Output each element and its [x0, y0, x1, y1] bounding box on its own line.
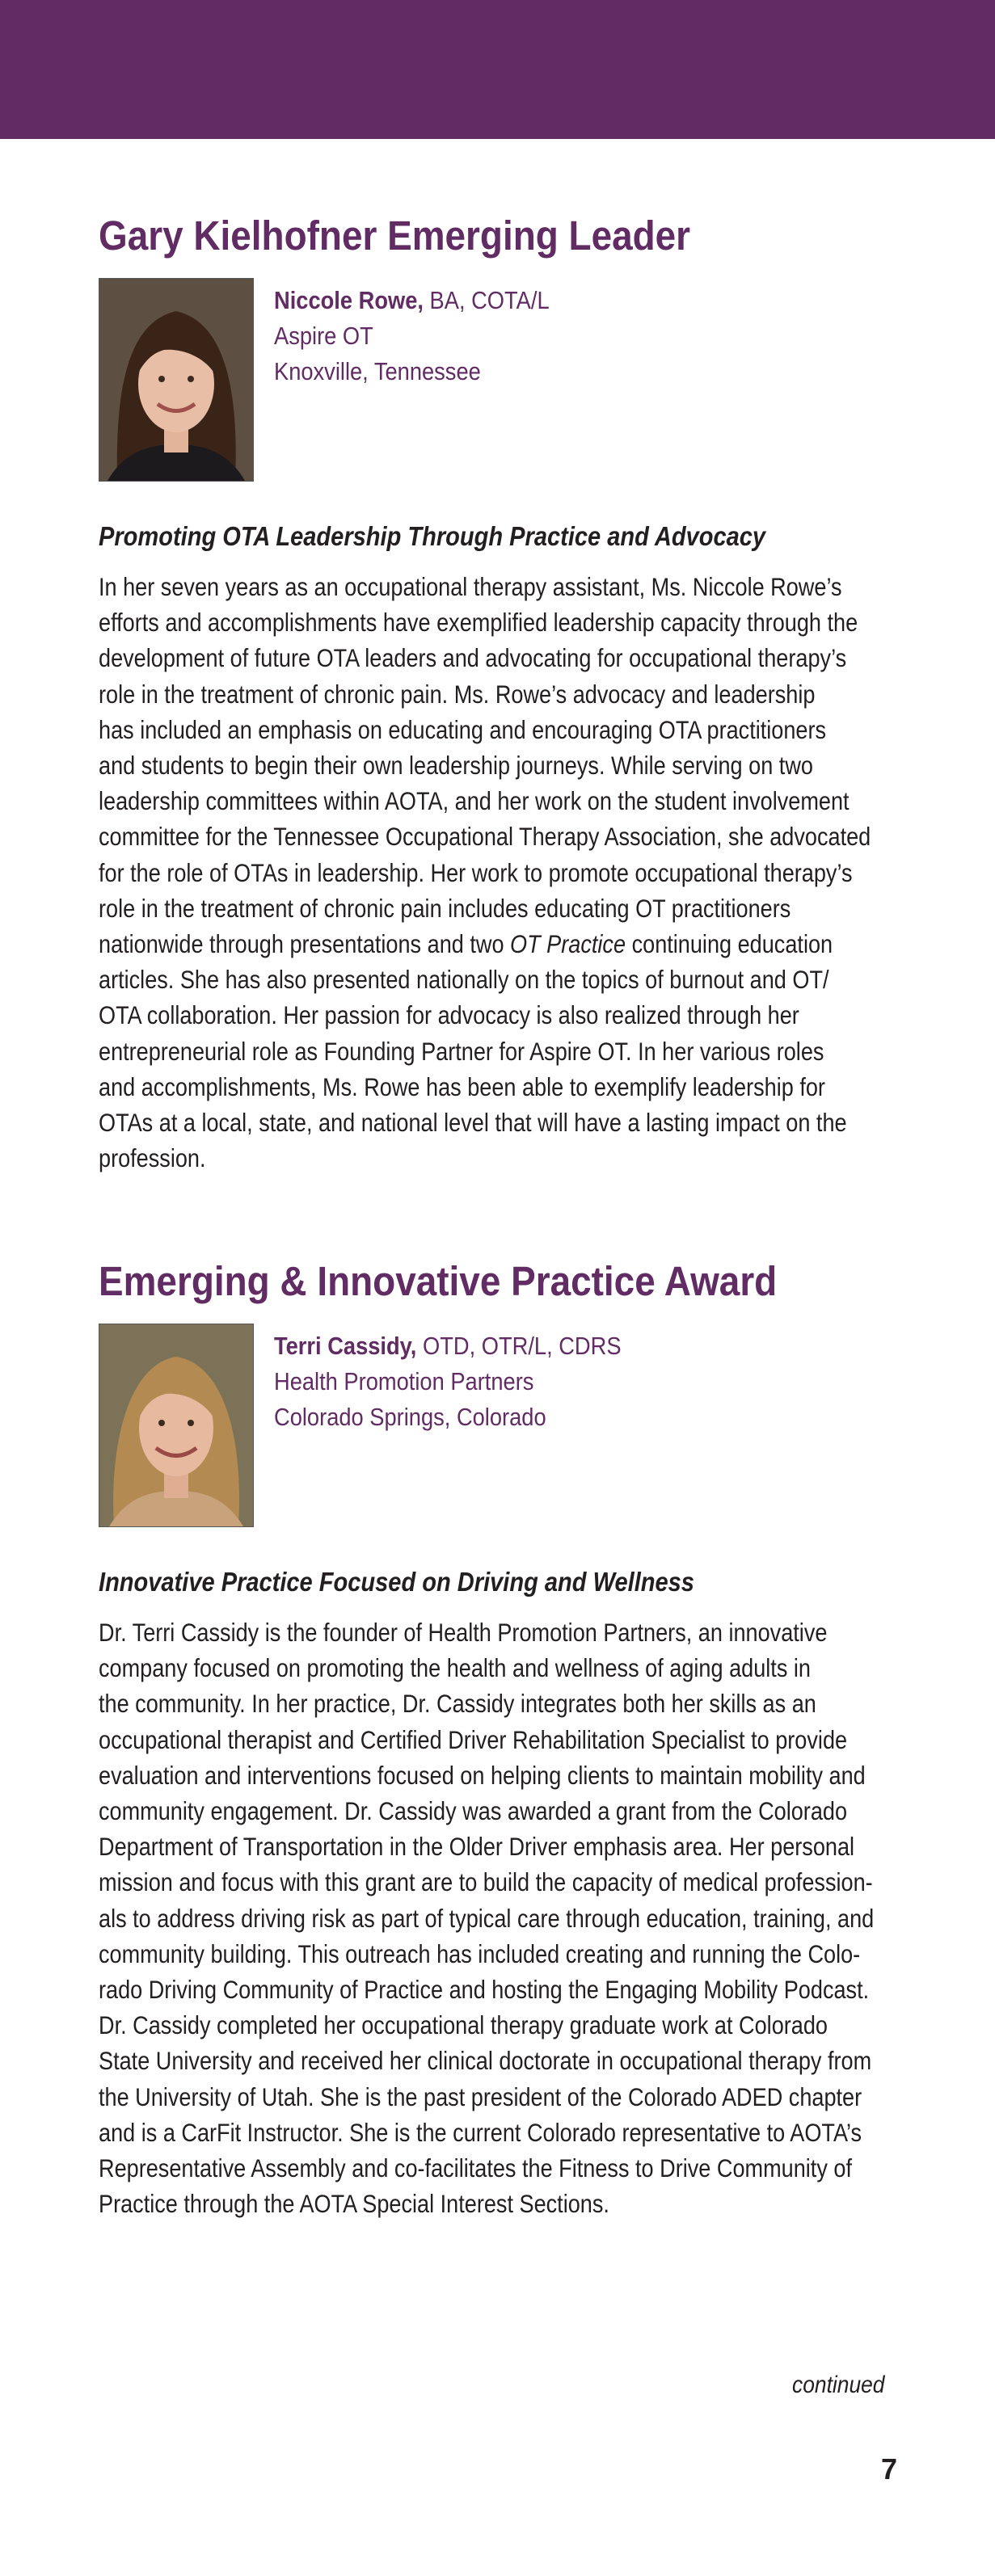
body-line: company focused on promoting the health and wellness of aging adults in [99, 1653, 812, 1683]
body-line: leadership committees within AOTA, and her work on the student involvement [99, 786, 850, 816]
body-line: and students to begin their own leadership journeys. While serving on two [99, 751, 813, 781]
body-line: the community. In her practice, Dr. Cassidy integrates both her skills as an [99, 1689, 816, 1719]
body-line: and is a CarFit Instructor. She is the current Colorado representative to AOTA’s [99, 2117, 862, 2147]
recipient-credentials: BA, COTA/L [429, 286, 550, 314]
award-title: Gary Kielhofner Emerging Leader [99, 213, 691, 259]
body-line: development of future OTA leaders and advocating for occupational therapy’s [99, 643, 847, 673]
body-line: als to address driving risk as part of typical care through education, training, and [99, 1903, 875, 1933]
body-line: Department of Transportation in the Older Driver emphasis area. Her personal [99, 1832, 855, 1862]
body-line: Dr. Cassidy completed her occupational therapy graduate work at Colorado [99, 2010, 828, 2040]
continued-label: continued [792, 2372, 885, 2398]
award-section-emerging-leader [99, 212, 907, 1176]
body-line: for the role of OTAs in leadership. Her work to promote occupational therapy’s [99, 857, 853, 887]
body-line: evaluation and interventions focused on helping clients to maintain mobility and [99, 1760, 866, 1790]
recipient-name: Niccole Rowe, [274, 286, 424, 314]
award-section-innovative-practice [99, 1257, 907, 2221]
recipient-photo [99, 1324, 254, 1527]
recipient-block [99, 1324, 907, 1534]
award-description [99, 1614, 907, 2221]
body-line: role in the treatment of chronic pain. Ms. Rowe’s advocacy and leadership [99, 679, 816, 709]
award-title: Emerging & Innovative Practice Award [99, 1258, 778, 1304]
body-line: efforts and accomplishments have exemplified leadership capacity through the [99, 608, 858, 638]
recipient-organization: Aspire OT [274, 322, 373, 350]
recipient-photo [99, 278, 254, 482]
body-line: profession. [99, 1143, 206, 1173]
recipient-location: Colorado Springs, Colorado [274, 1403, 546, 1431]
body-line: role in the treatment of chronic pain includes educating OT practitioners [99, 893, 791, 923]
body-line: Practice through the AOTA Special Interest Sections. [99, 2189, 609, 2219]
recipient-info [274, 283, 550, 389]
body-line: Dr. Terri Cassidy is the founder of Health Promotion Partners, an innovative [99, 1618, 828, 1647]
body-line: the University of Utah. She is the past president of the Colorado ADED chapter [99, 2081, 862, 2111]
award-description [99, 569, 907, 1176]
body-line: mission and focus with this grant are to build the capacity of medical profession- [99, 1867, 873, 1897]
recipient-block [99, 278, 907, 488]
body-line: occupational therapist and Certified Driver Rehabilitation Specialist to provide [99, 1724, 848, 1754]
body-line: OTAs at a local, state, and national level that will have a lasting impact on the [99, 1108, 847, 1138]
award-subtitle: Promoting OTA Leadership Through Practice and Advocacy [99, 521, 766, 551]
body-line: In her seven years as an occupational therapy assistant, Ms. Niccole Rowe’s [99, 572, 842, 601]
body-line: articles. She has also presented nationally on the topics of burnout and OT/ [99, 965, 829, 995]
body-line: committee for the Tennessee Occupational Therapy Association, she advocated [99, 822, 871, 852]
body-line: has included an emphasis on educating and encouraging OTA practitioners [99, 714, 827, 744]
body-line: community engagement. Dr. Cassidy was awarded a grant from the Colorado [99, 1796, 848, 1826]
recipient-organization: Health Promotion Partners [274, 1367, 534, 1395]
body-line: community building. This outreach has included creating and running the Colo- [99, 1938, 861, 1968]
body-line: and accomplishments, Ms. Rowe has been able to exemplify leadership for [99, 1071, 825, 1101]
body-line: State University and received her clinical doctorate in occupational therapy from [99, 2046, 872, 2076]
recipient-info [274, 1328, 622, 1435]
body-line: OTA collaboration. Her passion for advocacy is also realized through her [99, 1000, 799, 1030]
recipient-location: Knoxville, Tennessee [274, 357, 481, 385]
body-line: Representative Assembly and co-facilitates the Fitness to Drive Community of [99, 2153, 852, 2183]
recipient-name-line [274, 283, 550, 318]
header-band [0, 0, 995, 139]
publication-title: OT Practice [510, 929, 626, 959]
body-line: nationwide through presentations and two OT Practice continuing education [99, 929, 833, 959]
award-subtitle: Innovative Practice Focused on Driving and Wellness [99, 1567, 694, 1597]
body-line: rado Driving Community of Practice and hosting the Engaging Mobility Podcast. [99, 1975, 870, 2005]
recipient-name: Terri Cassidy, [274, 1332, 417, 1360]
recipient-name-line [274, 1328, 622, 1364]
recipient-credentials: OTD, OTR/L, CDRS [422, 1332, 622, 1360]
body-line: entrepreneurial role as Founding Partner for Aspire OT. In her various roles [99, 1036, 824, 1066]
page-number: 7 [881, 2452, 898, 2486]
